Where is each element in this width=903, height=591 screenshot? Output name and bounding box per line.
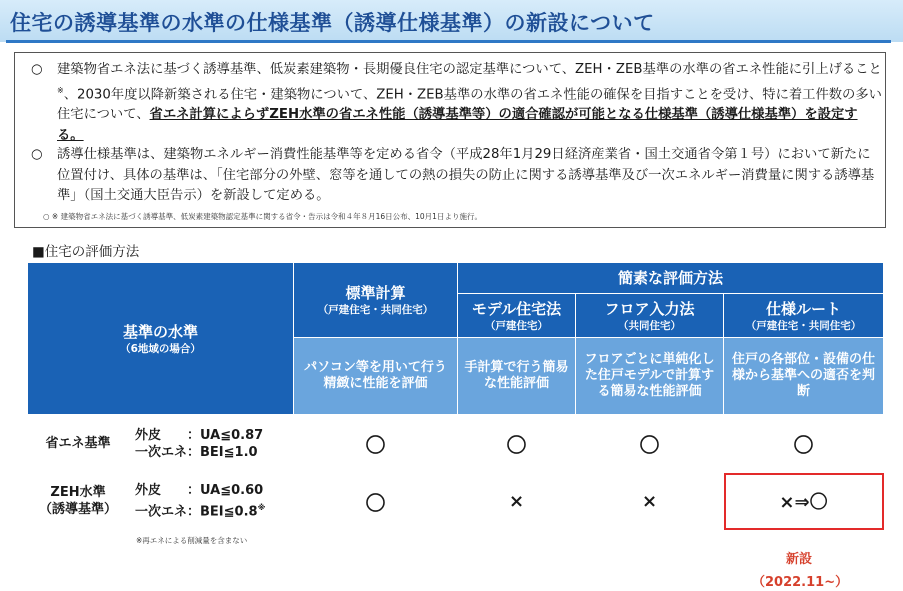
page-title: 住宅の誘導基準の水準の仕様基準（誘導仕様基準）の新設について	[10, 11, 655, 35]
evaluation-method-table	[27, 262, 884, 530]
mark-circle: 〇	[365, 433, 386, 457]
col-sub: （戸建住宅・共同住宅）	[317, 304, 434, 316]
criteria-primary-energy	[135, 499, 293, 520]
mark-cell	[576, 415, 724, 473]
desc-standard-calc	[294, 338, 458, 415]
para1-emphasis: 省エネ計算によらずZEH水準の省エネ性能（誘導基準等）の適合確認が可能となる仕様基準（誘導仕様基準）を設定する。	[57, 107, 858, 143]
summary-paragraph-1-text	[57, 60, 883, 146]
enforcement-note: ○ ※ 建築物省エネ法に基づく誘導基準、低炭素建築物認定基準に関する省令・告示は令和４年８月16日公布、10月1日より施行。	[43, 212, 482, 221]
header-standard-level-title: 基準の水準	[122, 322, 198, 341]
criteria-primary-energy-text: 一次エネ：BEI≦0.8	[135, 504, 258, 520]
col-name: 標準計算	[345, 284, 406, 302]
desc-spec-route	[724, 338, 884, 415]
header-col-floor-input	[576, 294, 724, 338]
desc-floor-input	[576, 338, 724, 415]
mark-cross-to-circle: ×⇒〇	[779, 492, 828, 513]
header-col-standard-calc	[294, 263, 458, 338]
header-standard-level-sub: （6地域の場合）	[120, 342, 201, 355]
title-bar	[0, 0, 903, 42]
mark-circle: 〇	[793, 433, 814, 457]
header-col-spec-route	[724, 294, 884, 338]
row-label-line1: ZEH水準	[50, 485, 106, 500]
mark-cell	[458, 473, 576, 530]
col-sub: （戸建住宅・共同住宅）	[745, 319, 862, 332]
row-label	[28, 473, 129, 530]
mark-cell	[724, 415, 884, 473]
mark-cell	[458, 415, 576, 473]
mark-circle: 〇	[506, 433, 527, 457]
row-label-line2: （誘導基準）	[38, 502, 117, 517]
bullet-circle: ○	[31, 62, 43, 77]
para1-text-a: 建築物省エネ法に基づく誘導基準、低炭素建築物・長期優良住宅の認定基準について、ZEH・ZEB基準の水準の省エネ性能に引上げること	[57, 62, 882, 77]
title-underline	[6, 40, 891, 43]
col-desc: 手計算で行う簡易な性能評価	[464, 360, 569, 391]
mark-circle: 〇	[639, 433, 660, 457]
criteria-footnote-mark: ※	[257, 502, 266, 512]
mark-cell	[294, 473, 458, 530]
mark-cell	[576, 473, 724, 530]
new-label: 新設	[786, 552, 813, 567]
col-name: フロア入力法	[604, 299, 695, 318]
col-desc: パソコン等を用いて行う精緻に性能を評価	[304, 360, 447, 391]
header-simple-methods	[458, 263, 884, 294]
summary-paragraph-1	[31, 60, 891, 144]
header-simple-methods-label: 簡素な評価方法	[618, 269, 724, 287]
mark-circle: 〇	[365, 490, 386, 515]
criteria-envelope: 外皮 ：UA≦0.87	[135, 427, 264, 443]
new-date: （2022.11~）	[752, 575, 849, 590]
mark-cross: ×	[508, 490, 525, 512]
mark-cross: ×	[641, 490, 658, 512]
col-name: モデル住宅法	[471, 299, 562, 318]
criteria-primary-energy: 一次エネ：BEI≦1.0	[135, 444, 258, 460]
criteria-envelope: 外皮 ：UA≦0.60	[135, 482, 264, 498]
col-name: 仕様ルート	[766, 299, 842, 318]
mark-cell-new-spec-route	[724, 473, 884, 530]
row-criteria	[129, 415, 294, 473]
row-label	[28, 415, 129, 473]
col-sub: （戸建住宅）	[485, 319, 548, 332]
summary-box	[14, 52, 886, 228]
mark-cell	[294, 415, 458, 473]
bullet-circle: ○	[31, 147, 43, 162]
summary-paragraph-2	[31, 145, 891, 209]
row-label-line1: 省エネ基準	[45, 436, 111, 451]
para1-footnote-mark: ※	[57, 85, 64, 95]
summary-paragraph-2-text: 誘導仕様基準は、建築物エネルギー消費性能基準等を定める省令（平成28年1月29日経済産業省・国土交通省令第１号）において新たに位置付け、具体の基準は、「住宅部分の外壁、窓等を通しての熱の損失の防止に関する誘導基準及び一次エネルギー消費量に関する誘導基準」（国土交通大臣告示）を新設して定める。	[57, 147, 875, 203]
col-desc: 住戸の各部位・設備の仕様から基準への適否を判断	[732, 352, 876, 399]
header-col-model-house	[458, 294, 576, 338]
row-criteria	[129, 473, 294, 530]
col-sub: （共同住宅）	[618, 319, 681, 332]
table-row-energy-standard	[28, 415, 884, 473]
header-standard-level	[28, 263, 294, 415]
desc-model-house	[458, 338, 576, 415]
table-footnote: ※再エネによる削減量を含まない	[136, 536, 248, 545]
para1-text-b: 、2030年度以降新築される住宅・建築物について、ZEH・ZEB基準の水準の省エネ性能の確保を目指すことを受け、特に着工件数の多い住宅について、	[57, 86, 882, 123]
col-desc: フロアごとに単純化した住戸モデルで計算する簡易な性能評価	[584, 352, 715, 399]
table-row-zeh-level	[28, 473, 884, 530]
section-label: ■住宅の評価方法	[32, 244, 140, 260]
